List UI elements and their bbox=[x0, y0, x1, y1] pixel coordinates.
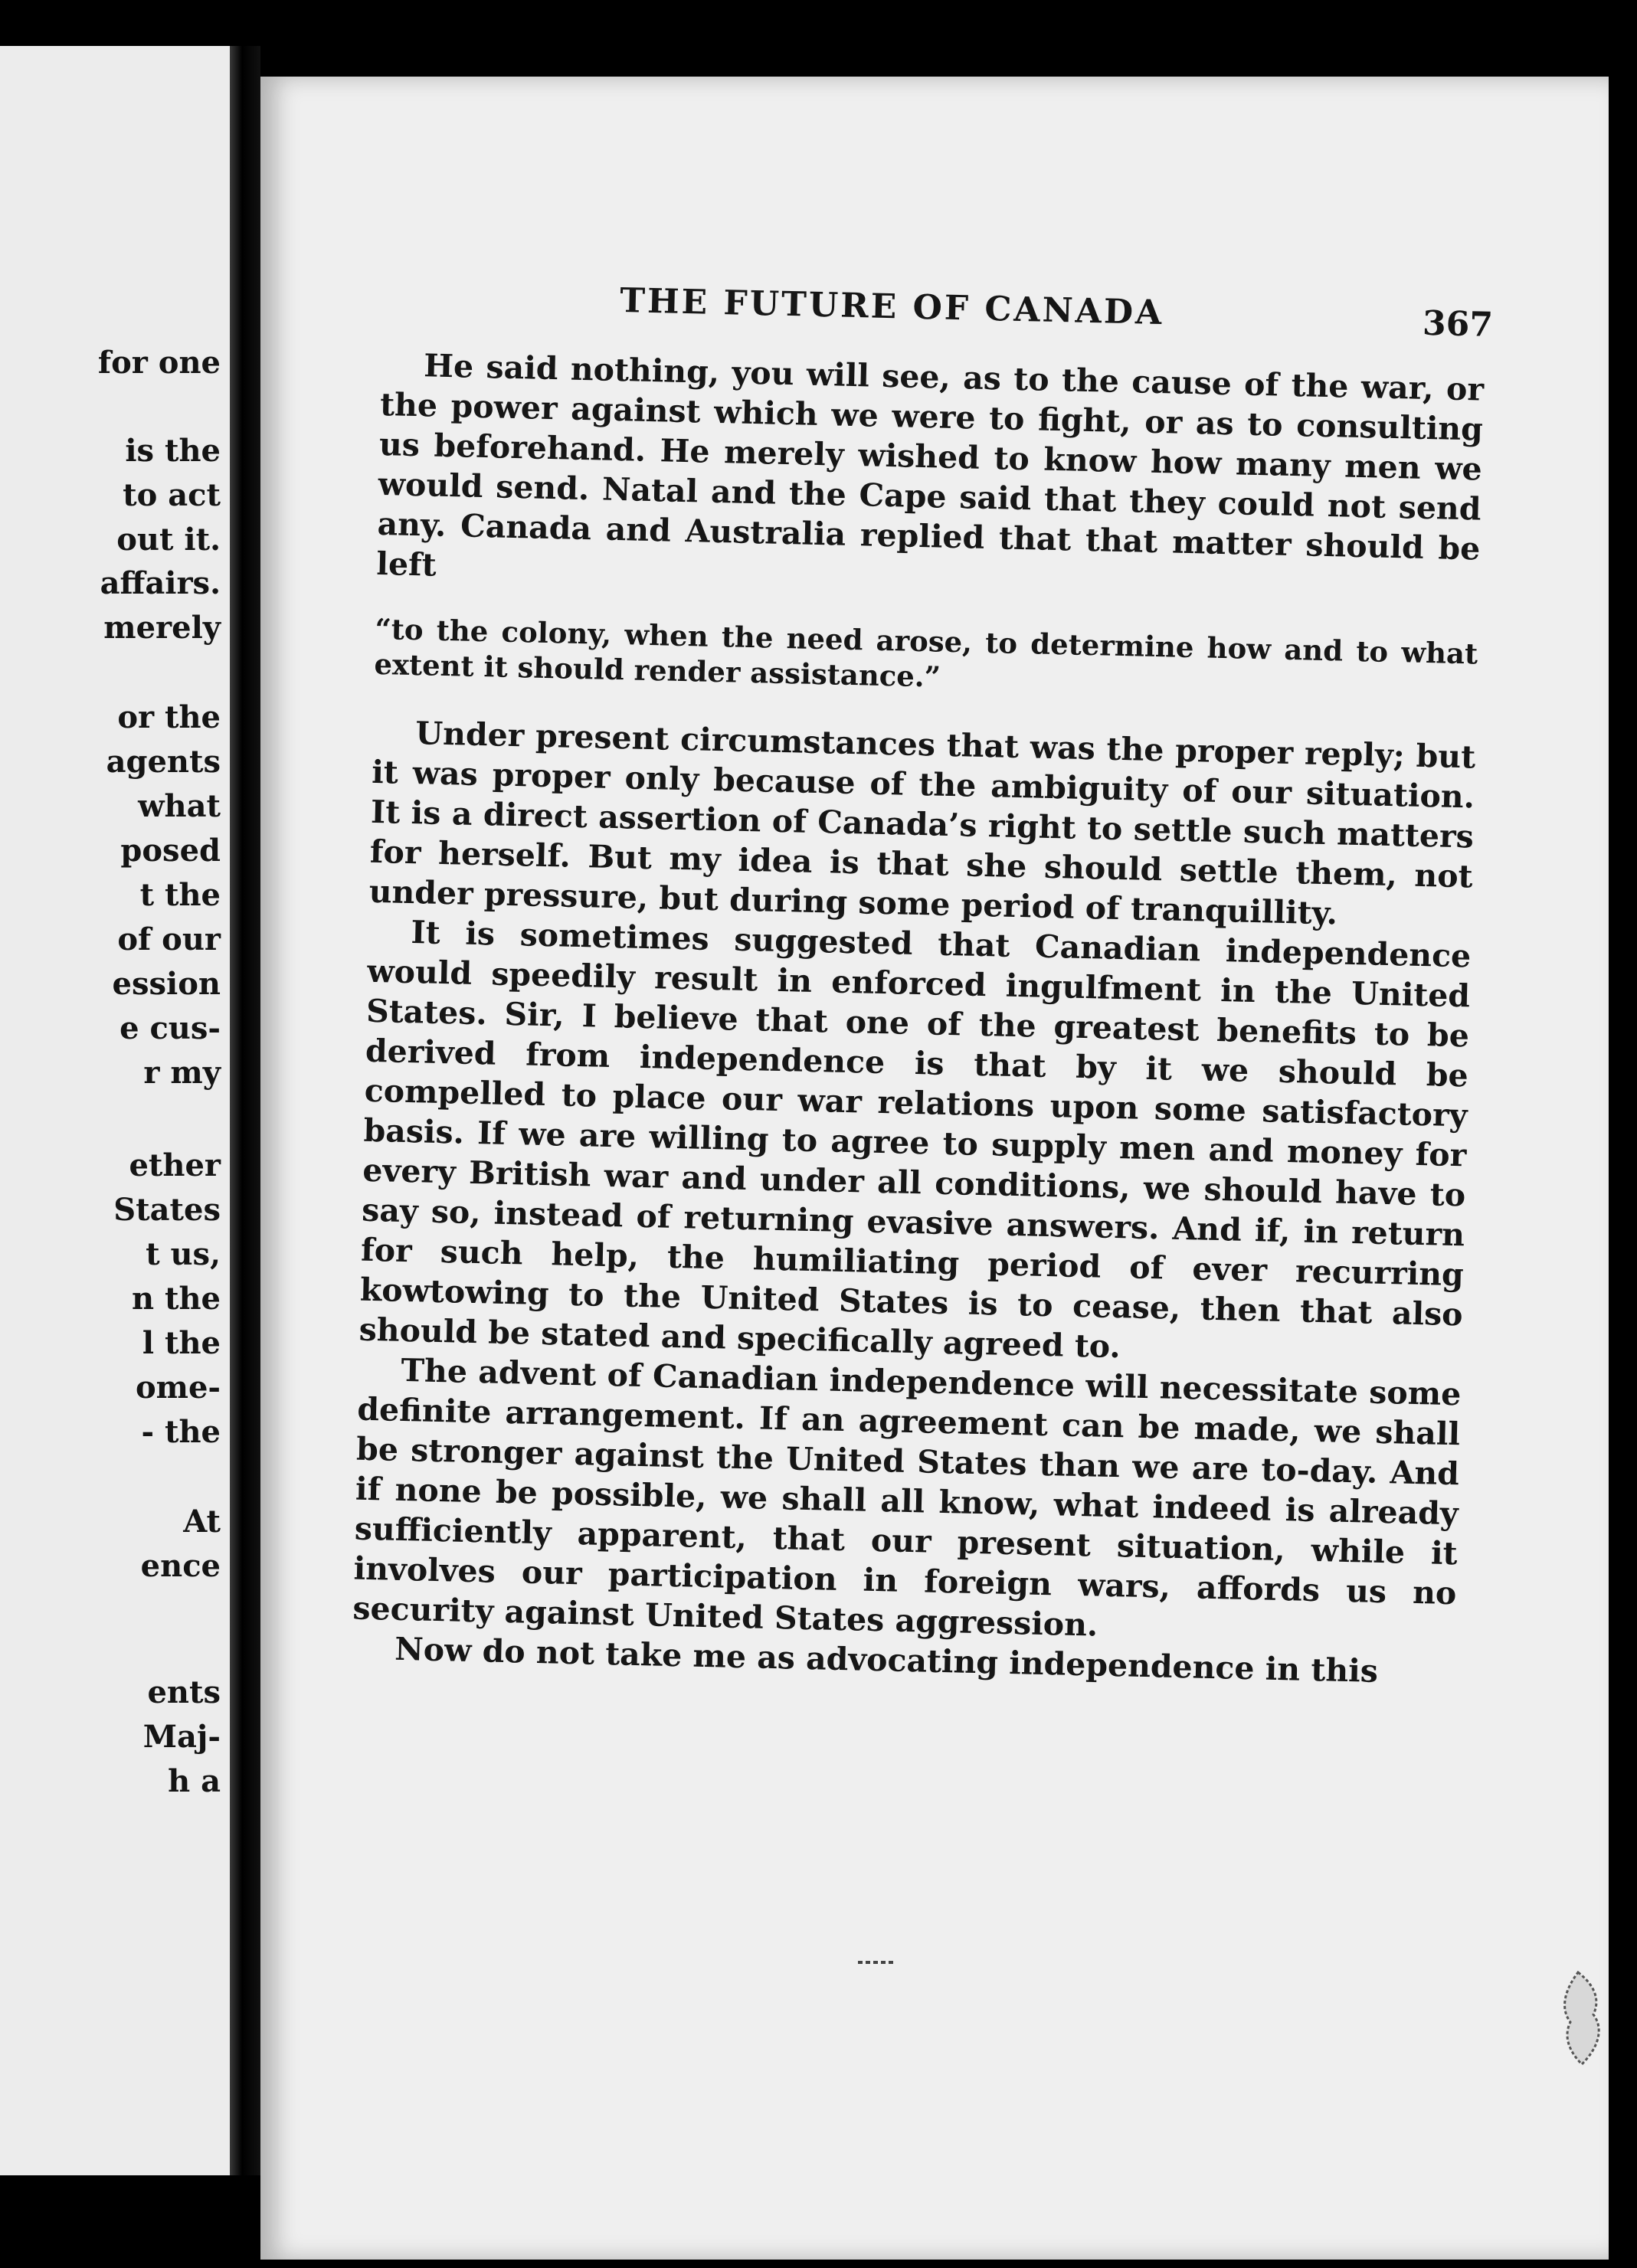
left-facing-page bbox=[0, 46, 230, 2175]
left-line: h a bbox=[168, 1763, 221, 1799]
footer-dash-mark bbox=[858, 1961, 896, 1964]
left-line: States bbox=[113, 1192, 221, 1228]
paragraph: Now do not take me as advocating independence in this bbox=[394, 1630, 1379, 1690]
page-number: 367 bbox=[1422, 303, 1494, 345]
left-line: - the bbox=[141, 1414, 221, 1450]
left-line: e cus- bbox=[120, 1010, 221, 1046]
left-line: to act bbox=[123, 477, 221, 513]
left-line: n the bbox=[131, 1281, 221, 1317]
paragraph: The advent of Canadian independence will necessitate some definite arrangement. If an agreement can be made, we shall be stronger against the United States than we are to-day. And if none be possible, we shall all know, what indeed is already sufficiently apparent, that our present situation, while it involves our participation in foreign wars, affords us no security against United States aggression. bbox=[352, 1351, 1462, 1644]
block-quote: “to the colony, when the need arose, to determine how and to what extent it should render assistance.” bbox=[373, 611, 1478, 694]
page-content bbox=[352, 276, 1494, 1693]
right-page bbox=[260, 77, 1609, 2260]
paragraph: He said nothing, you will see, as to the cause of the war, or the power against which we were to fight, or as to consulting us beforehand. He merely wished to know how many men we would send. Natal and the Cape said that they could not send any. Canada and Australia replied that that matter should be left bbox=[375, 347, 1485, 584]
running-title: THE FUTURE OF CANADA bbox=[619, 281, 1164, 333]
left-line: posed bbox=[120, 833, 221, 869]
left-line: affairs. bbox=[100, 565, 221, 601]
left-line: ether bbox=[129, 1147, 221, 1183]
left-line: what bbox=[138, 788, 221, 824]
left-line: l the bbox=[142, 1325, 221, 1361]
page-edge-tear bbox=[1547, 1969, 1609, 2068]
left-line: merely bbox=[103, 610, 221, 646]
left-line: is the bbox=[125, 433, 221, 469]
book-gutter bbox=[230, 46, 260, 2175]
left-line: r my bbox=[143, 1055, 221, 1091]
left-line: ession bbox=[112, 966, 221, 1002]
left-line: of our bbox=[117, 921, 221, 957]
left-line: out it. bbox=[116, 522, 221, 558]
left-line: t the bbox=[139, 877, 221, 913]
left-line: for one bbox=[97, 345, 221, 381]
left-line: ome- bbox=[135, 1370, 221, 1406]
left-line: Maj- bbox=[142, 1719, 221, 1755]
left-line: ents bbox=[147, 1674, 221, 1710]
paragraph: It is sometimes suggested that Canadian independence would speedily result in enforced ingulfment in the United States. Sir, I believe that one of the greatest benefits to be derived from independence is that by it we should be compelled to place our war relations upon some satisfactory basis. If we are willing to agree to supply men and money for every British war and under all conditions, we should have to say so, instead of returning evasive answers. And if, in return for such help, the humiliating period of ever recurring kowtowing to the United States is to cease, then that also should be stated and specifically agreed to. bbox=[359, 914, 1472, 1366]
left-line: At bbox=[183, 1504, 221, 1540]
left-line: or the bbox=[117, 699, 221, 735]
left-line: agents bbox=[106, 744, 221, 780]
left-line: ence bbox=[140, 1548, 221, 1584]
paragraph: Under present circumstances that was the proper reply; but it was proper only because of the ambiguity of our situation. It is a direct assertion of Canada’s right to settle such matters for herself. But my idea is that she should settle them, not under pressure, but during some period of tranquillity. bbox=[368, 715, 1476, 932]
left-line: t us, bbox=[146, 1236, 221, 1272]
